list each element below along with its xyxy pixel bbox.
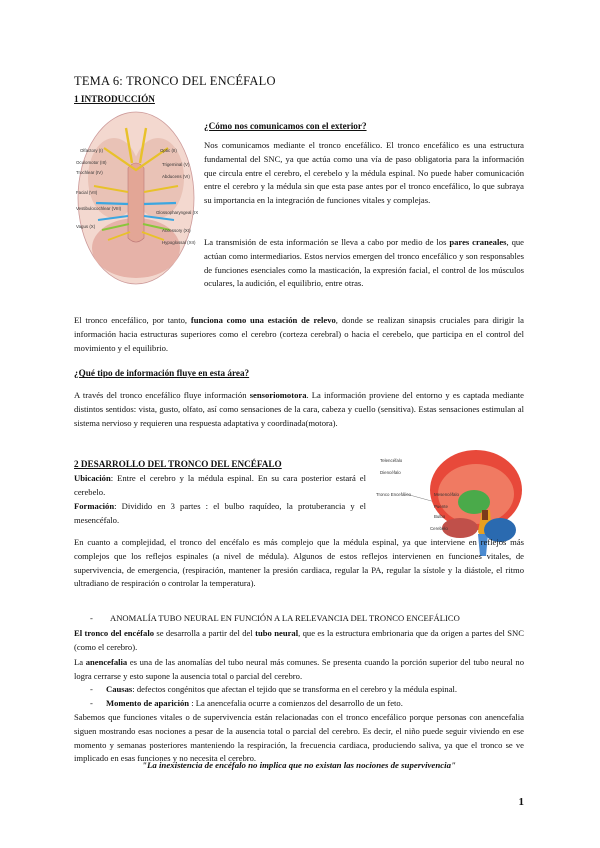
svg-text:Trochlear (IV): Trochlear (IV) [76, 170, 103, 175]
svg-text:Vestibulocochlear (VIII): Vestibulocochlear (VIII) [76, 206, 122, 211]
legend-puente: Puente [434, 504, 448, 509]
svg-text:Trigeminal (V): Trigeminal (V) [162, 162, 190, 167]
legend-diencefalo: Diencéfalo [380, 470, 401, 475]
sub-bullet-momento: Momento de aparición : La anencefalia ocurre a comienzos del desarrollo de un feto. [106, 698, 403, 708]
paragraph-anencefalia: La anencefalia es una de las anomalías del tubo neural más comunes. Se presenta cuando la porción superior del tubo neural no logra cerrarse y esto supone la ausencia total o parcial del cerebro. [74, 657, 524, 681]
svg-text:Facial (VII): Facial (VII) [76, 190, 98, 195]
question-informacion: ¿Qué tipo de información fluye en esta área? [74, 368, 250, 378]
legend-bulbo: Bulbo [434, 514, 446, 519]
cranial-nerves-figure [74, 108, 198, 288]
svg-text:Oculomotor (III): Oculomotor (III) [76, 160, 107, 165]
legend-mesencefalo: Mesencéfalo [434, 492, 459, 497]
sub-bullet-marker: - [90, 684, 93, 694]
page-number: 1 [518, 796, 524, 808]
svg-text:Abducens (VI): Abducens (VI) [162, 174, 190, 179]
paragraph-formacion: Formación: Dividido en 3 partes : el bulbo raquídeo, la protuberancia y el mesencéfalo. [74, 501, 366, 525]
svg-text:Accessory (XI): Accessory (XI) [162, 228, 191, 233]
bullet-marker: - [90, 613, 93, 623]
svg-text:Olfactory (I): Olfactory (I) [80, 148, 103, 153]
legend-telencefalo: Telencéfalo [380, 458, 403, 463]
svg-text:Vagus (X): Vagus (X) [76, 224, 96, 229]
sub-bullet-marker: - [90, 698, 93, 708]
bullet-anomalia: ANOMALÍA TUBO NEURAL EN FUNCIÓN A LA RELEVANCIA DEL TRONCO ENCEFÁLICO [110, 613, 460, 623]
svg-text:Optic (II): Optic (II) [160, 148, 177, 153]
section-heading-introduccion: 1 INTRODUCCIÓN [74, 94, 155, 104]
svg-text:Glossopharyngeal (IX): Glossopharyngeal (IX) [156, 210, 198, 215]
paragraph-tubo-neural: El tronco del encéfalo se desarrolla a partir del del tubo neural, que es la estructura embrionaria que da origen a partes del SNC (como el cerebro). [74, 628, 524, 652]
paragraph-intro-3: El tronco encefálico, por tanto, funciona como una estación de relevo, donde se realizan sinapsis cruciales para dirigir la información hacia estructuras superiores como el cerebro (corteza cerebral) o hacia el cerebelo, que participa en el control del movimiento y el equilibrio. [74, 315, 524, 353]
paragraph-informacion: A través del tronco encefálico fluye información sensoriomotora. La información proviene del entorno y es captada mediante distintos sentidos: vista, gusto, olfato, así como sensaciones de la cara, cabeza y cuello (sensitiva). Estas sensaciones estimulan al sistema nervioso y requieren una respuesta adaptativa y coordinada(motora). [74, 390, 525, 428]
paragraph-ubicacion: Ubicación: Entre el cerebro y la médula espinal. En su cara posterior estará el cerebelo. [74, 473, 366, 497]
svg-text:Hypoglossal (XII): Hypoglossal (XII) [162, 240, 196, 245]
legend-cerebelo: Cerebelo [430, 526, 448, 531]
question-comunicacion: ¿Cómo nos comunicamos con el exterior? [204, 121, 367, 131]
paragraph-supervivencia: Sabemos que funciones vitales o de supervivencia están relacionadas con el tronco encefálico porque personas con anencefalia siguen mostrando esas nociones a pesar de la ausencia total o parcial del cerebro. Es decir, el niño puede seguir viviendo en ese momento y semanas posteriores manteniendo la respiración, la frecuencia cardiaca, produciendo saliva, ya que el tronco se ve implicado en esas funciones y no necesita el cerebro. [74, 712, 524, 764]
sub-bullet-causas: Causas: defectos congénitos que afectan el tejido que se transforma en el cerebro y la médula espinal. [106, 684, 458, 694]
page-title: TEMA 6: TRONCO DEL ENCÉFALO [74, 74, 276, 88]
paragraph-intro-2: La transmisión de esta información se lleva a cabo por medio de los pares craneales, que actúan como intermediarios. Estos nervios emergen del tronco encefálico y son responsables de funciones esenciales como la masticación, la expresión facial, el control de los músculos oculares, la audición, el equilibrio, entre otras. [204, 237, 524, 289]
section-heading-desarrollo: 2 DESARROLLO DEL TRONCO DEL ENCÉFALO [74, 459, 282, 469]
quote-supervivencia: "La inexistencia de encéfalo no implica que no existan las nociones de supervivencia" [142, 760, 456, 770]
brainstem-side-label: Tronco Encefálico [376, 492, 411, 497]
paragraph-intro-1: Nos comunicamos mediante el tronco encefálico. El tronco encefálico es una estructura fundamental del SNC, ya que actúa como una vía de paso obligatoria para la información que circula entre el cerebro, el cerebelo y la médula espinal. No puede haber comunicación entre el cerebro y la médula sin que esta pase antes por el tronco encefálico, lo que subraya su importancia en la integración de funciones vitales y complejas. [204, 140, 524, 206]
paragraph-complejidad: En cuanto a complejidad, el tronco del encéfalo es más complejo que la médula espinal, ya que interviene en reflejos más complejos que los reflejos espinales (a nivel de médula). Algunos de estos reflejos intervienen en funciones vitales, de supervivencia, de emergencia, (respiración, mantener la presión cardiaca, regular la PA, regular la sístole y la diástole, el ritmo ultradiano de respiración o controlar la temperatura). [74, 537, 524, 589]
